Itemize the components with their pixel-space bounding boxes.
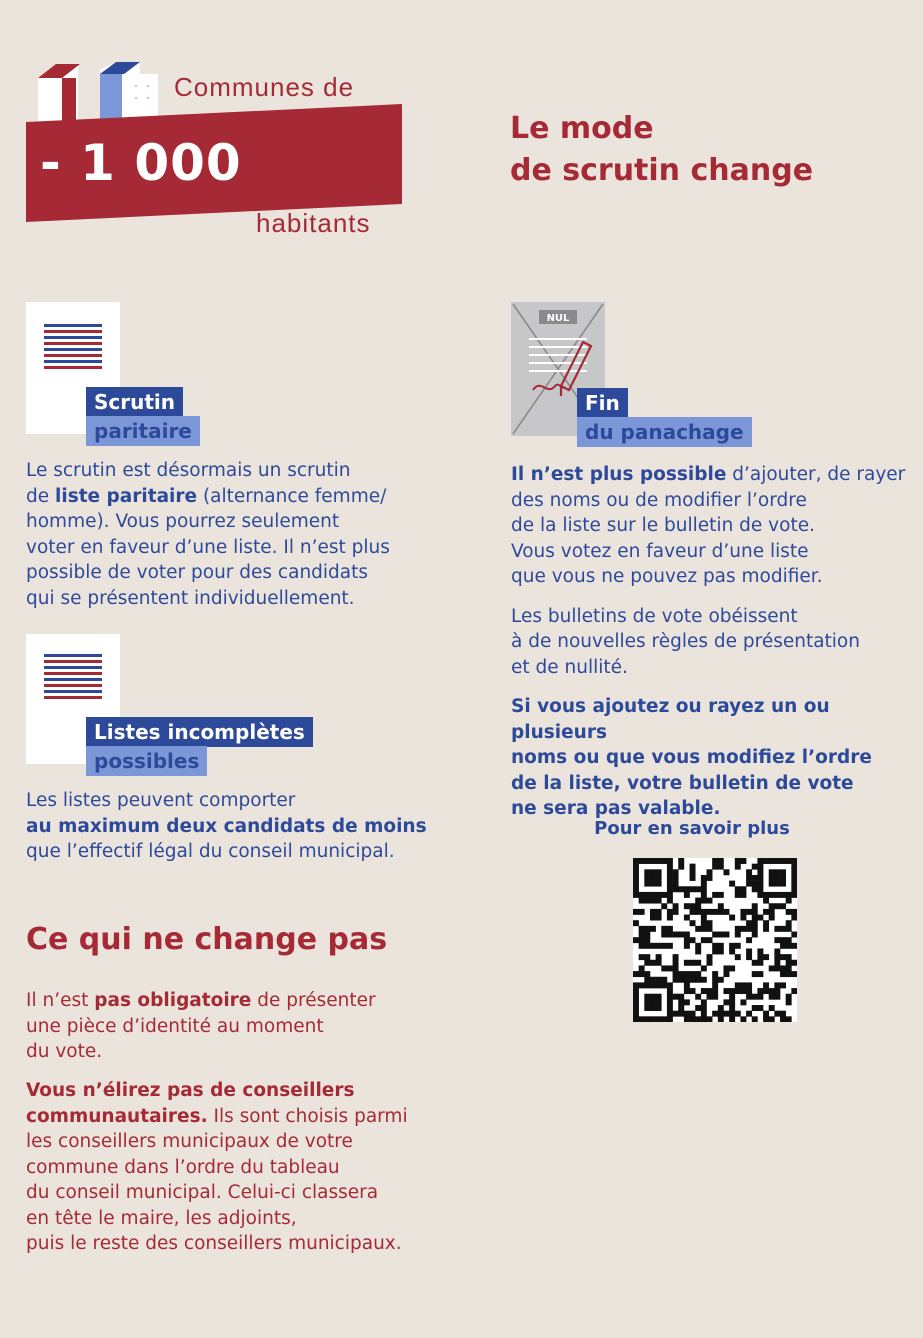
section-title-unchanged: Ce qui ne change pas <box>26 922 388 957</box>
tag-possibles: possibles <box>86 746 207 776</box>
qr-label: Pour en savoir plus <box>594 818 790 839</box>
nul-label: NUL <box>546 313 570 324</box>
unchanged-text-2: Vous n’élirez pas de conseillers communautaires. Ils sont choisis parmi les conseillers municipaux de votre commune dans l’ordre du tableau du conseil municipal. Celui-ci classera en tête le maire, les adjoints, puis le reste des conseillers municipaux. <box>26 1080 408 1254</box>
tag-du-panachage: du panachage <box>577 417 752 447</box>
page-title: Le mode de scrutin change <box>510 111 814 188</box>
qr-code-icon[interactable] <box>633 858 797 1022</box>
habitants-label: habitants <box>256 208 371 238</box>
tag-scrutin: Scrutin <box>86 387 183 417</box>
scrutin-paritaire-text: Le scrutin est désormais un scrutin de liste paritaire (alternance femme/ homme). Vous pourrez seulement voter en faveur d’une liste. Il n’est plus possible de voter pour des candidats qui se présentent individuellement. <box>26 460 390 609</box>
tag-listes-incompletes: Listes incomplètes <box>86 717 313 747</box>
population-threshold: - 1 000 <box>40 134 242 192</box>
communes-de-label: Communes de <box>174 72 355 102</box>
tag-fin: Fin <box>577 388 628 418</box>
listes-incompletes-text: Les listes peuvent comporter au maximum deux candidats de moins que l’effectif légal du conseil municipal. <box>26 790 427 862</box>
panachage-text: Il n’est plus possible d’ajouter, de rayer des noms ou de modifier l’ordre de la liste sur le bulletin de vote. Vous votez en faveur d’une liste que vous ne pouvez pas modifier. Les bulletins de vote obéissent à de nouvelles règles de présentation et de nullité. Si vous ajoutez ou rayez un ou plusieurs noms ou que vous modifiez l’ordre de la liste, votre bulletin de vote ne sera pas valable. <box>511 464 906 819</box>
qr-code[interactable] <box>633 858 797 1022</box>
tag-paritaire: paritaire <box>86 416 200 446</box>
unchanged-text-1: Il n’est pas obligatoire de présenter une pièce d’identité au moment du vote. <box>26 990 376 1062</box>
